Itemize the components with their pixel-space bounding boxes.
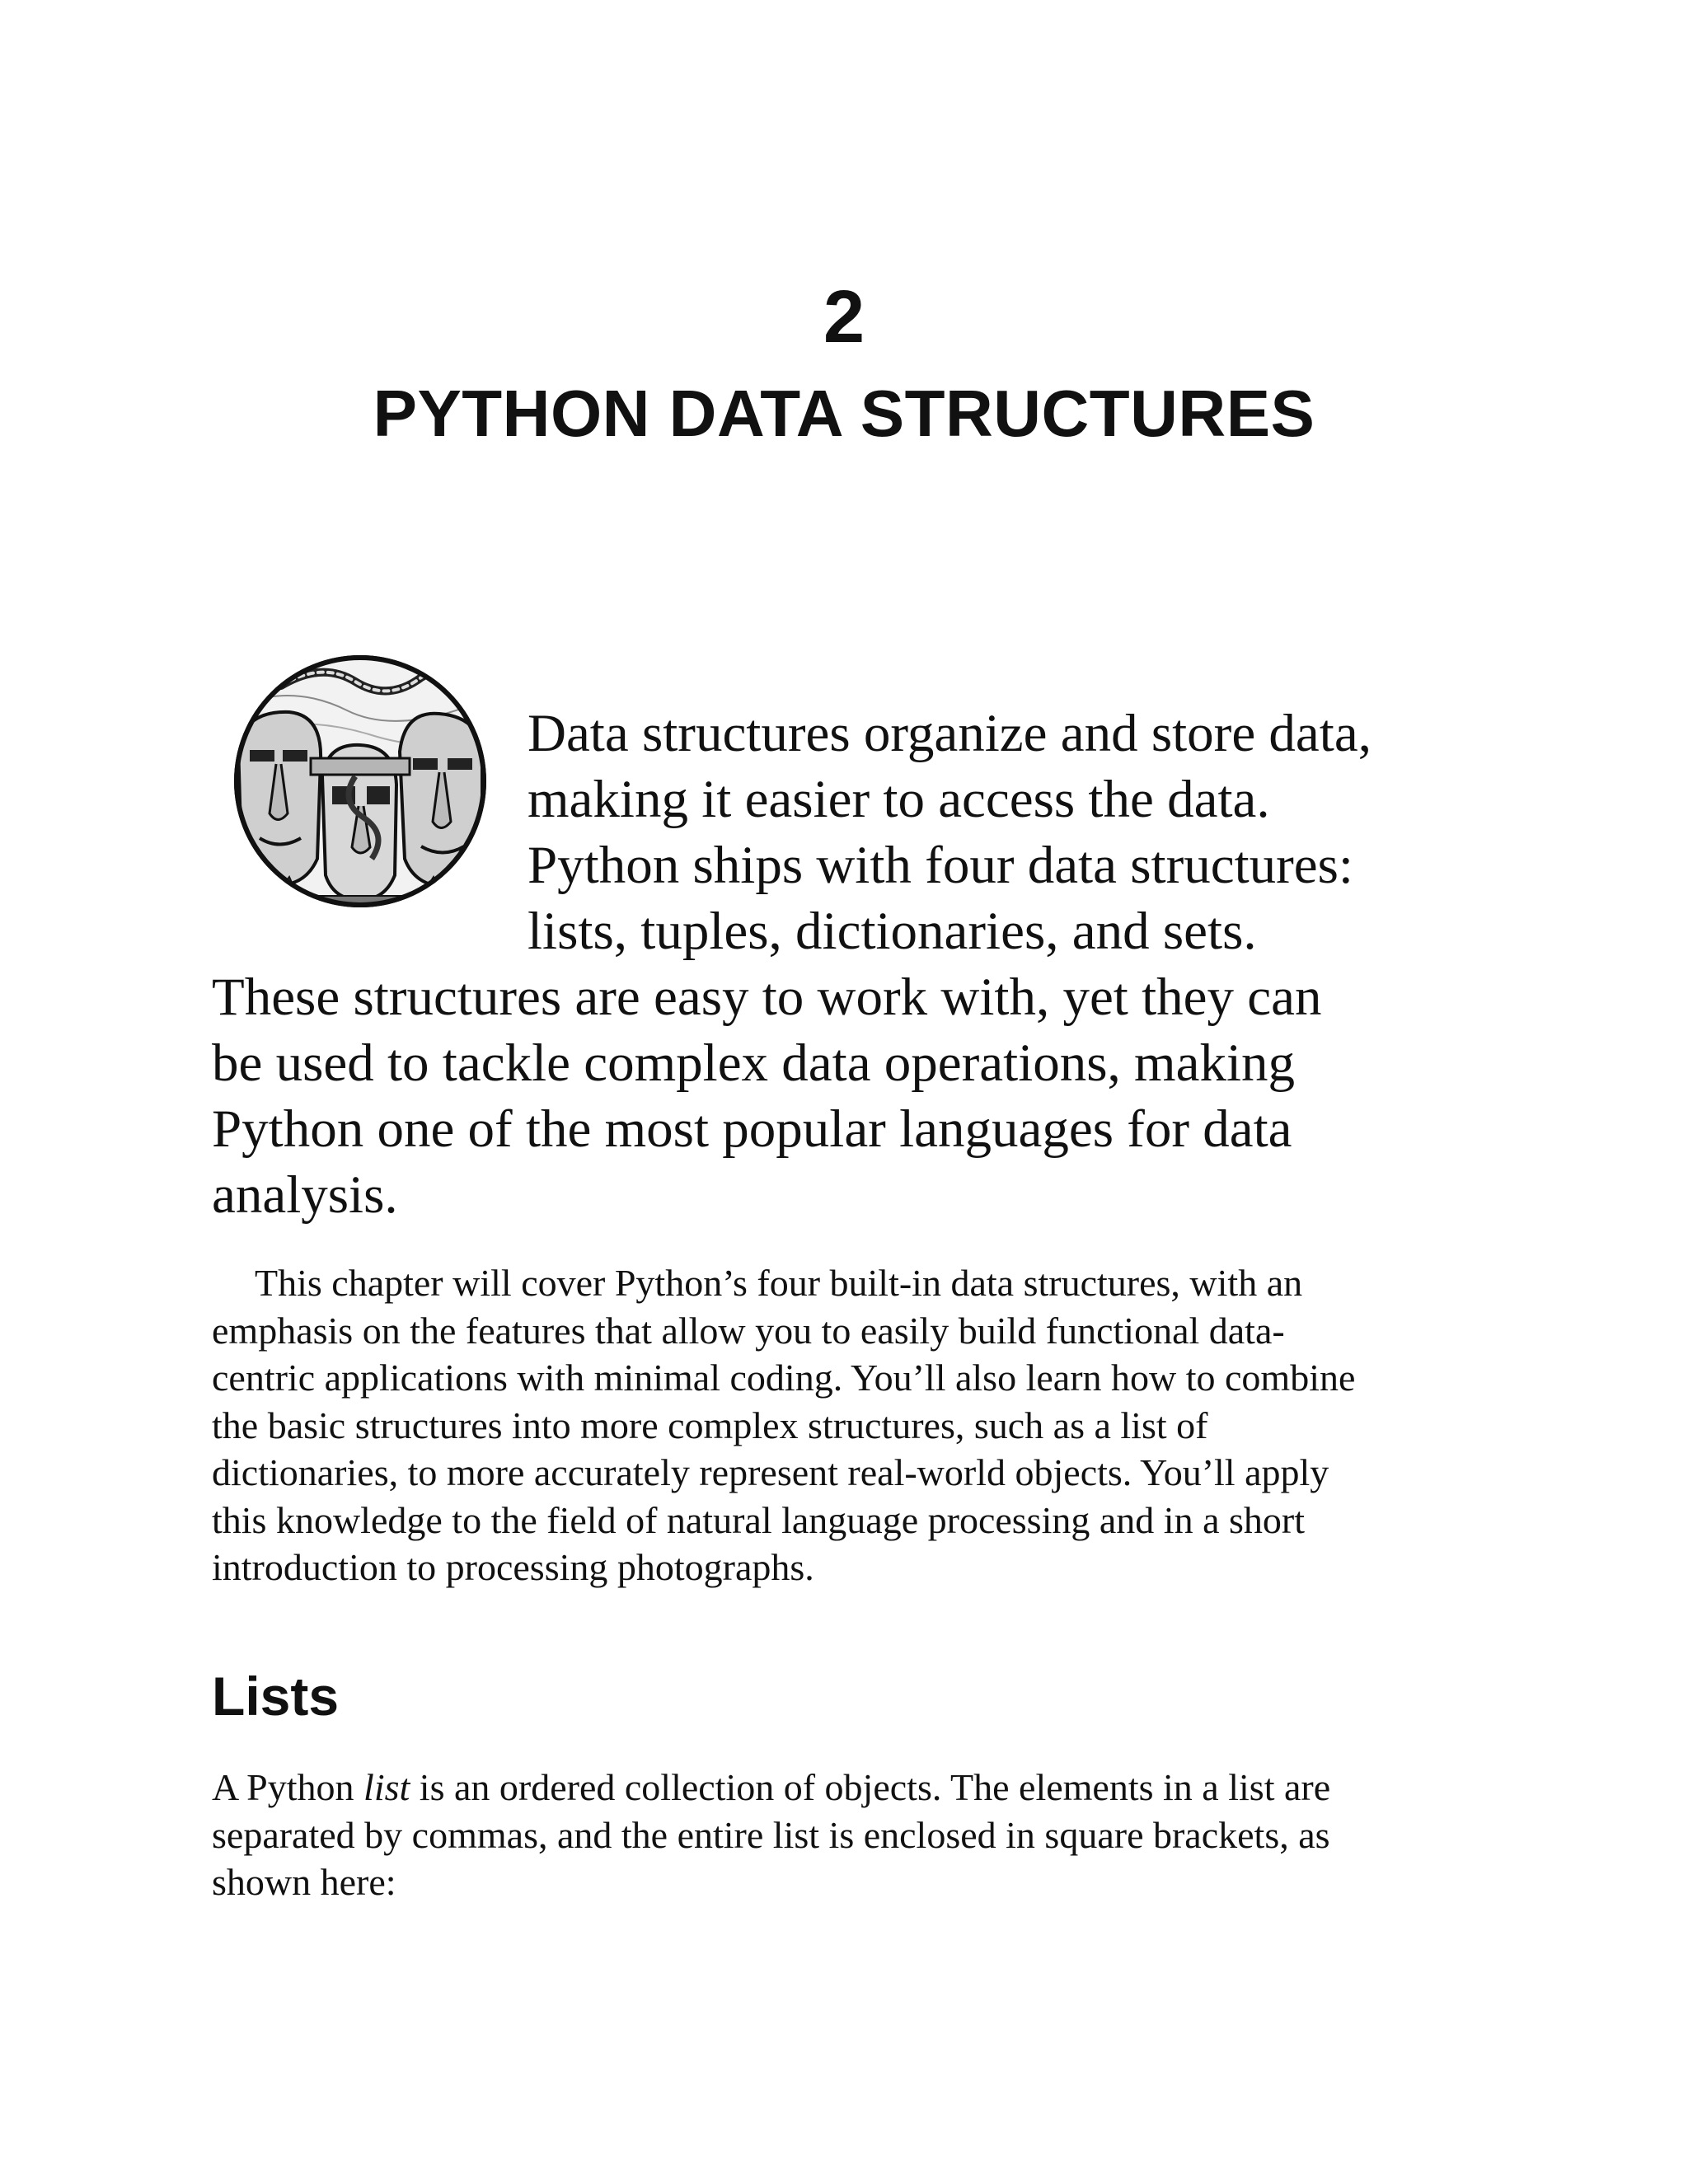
paragraph-line: dictionaries, to more accurately represent real-world objects. You’ll apply bbox=[212, 1451, 1329, 1493]
intro-line: These structures are easy to work with, yet they can bbox=[212, 968, 1322, 1027]
paragraph-line: This chapter will cover Python’s four built-in data structures, with an bbox=[255, 1262, 1303, 1304]
paragraph-line: emphasis on the features that allow you to easily build functional data- bbox=[212, 1309, 1285, 1352]
chapter-overview-paragraph bbox=[212, 1259, 1498, 1591]
paragraph-text: A Python bbox=[212, 1766, 364, 1808]
lists-intro-paragraph bbox=[212, 1764, 1498, 1906]
paragraph-line: shown here: bbox=[212, 1861, 396, 1903]
section-heading-lists: Lists bbox=[212, 1666, 340, 1727]
chapter-number: 2 bbox=[823, 276, 865, 359]
chapter-title: PYTHON DATA STRUCTURES bbox=[373, 377, 1315, 450]
paragraph-line: centric applications with minimal coding. You’ll also learn how to combine bbox=[212, 1357, 1356, 1399]
intro-line: be used to tackle complex data operations, making bbox=[212, 1033, 1296, 1093]
paragraph-line: this knowledge to the field of natural language processing and in a short bbox=[212, 1498, 1305, 1541]
intro-text-full-width bbox=[212, 964, 1498, 1228]
paragraph-line bbox=[212, 1764, 1498, 1811]
intro-line: analysis. bbox=[212, 1165, 398, 1225]
term-list: list bbox=[363, 1766, 410, 1808]
intro-text-beside-emblem bbox=[528, 701, 1484, 964]
paragraph-line: introduction to processing photographs. bbox=[212, 1546, 814, 1588]
intro-line: lists, tuples, dictionaries, and sets. bbox=[528, 902, 1257, 961]
paragraph-text: is an ordered collection of objects. The elements in a list are bbox=[410, 1766, 1331, 1808]
chapter-opener-illustration-icon bbox=[232, 653, 489, 910]
intro-line: Python one of the most popular languages for data bbox=[212, 1099, 1292, 1159]
intro-line: Python ships with four data structures: bbox=[528, 836, 1353, 895]
intro-line: Data structures organize and store data, bbox=[528, 704, 1372, 763]
paragraph-line: separated by commas, and the entire list is enclosed in square brackets, as bbox=[212, 1813, 1330, 1856]
intro-line: making it easier to access the data. bbox=[528, 770, 1270, 829]
paragraph-line: the basic structures into more complex structures, such as a list of bbox=[212, 1404, 1208, 1446]
